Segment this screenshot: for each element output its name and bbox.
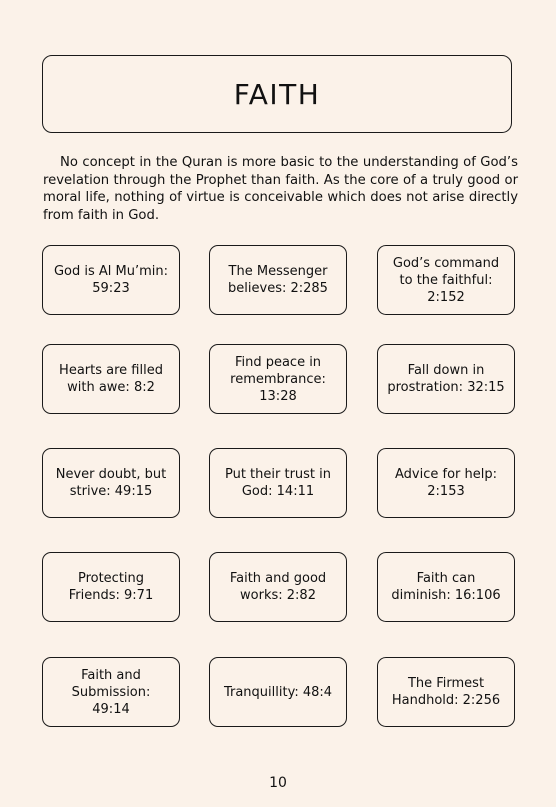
card-faith-and-good-works: Faith and good works: 2:82	[209, 552, 347, 622]
intro-paragraph: No concept in the Quran is more basic to the understanding of God’s revelation through the Prophet than faith. As the core of a truly good or moral life, nothing of virtue is conceivable which does not arise directly from faith in God.	[43, 155, 518, 223]
card-find-peace: Find peace in remembrance: 13:28	[209, 344, 347, 414]
page-title: FAITH	[233, 77, 321, 111]
card-faith-and-submission: Faith and Submission: 49:14	[42, 657, 180, 727]
card-firmest-handhold: The Firmest Handhold: 2:256	[377, 657, 515, 727]
card-gods-command: God’s command to the faithful: 2:152	[377, 245, 515, 315]
card-tranquillity: Tranquillity: 48:4	[209, 657, 347, 727]
card-never-doubt: Never doubt, but strive: 49:15	[42, 448, 180, 518]
card-hearts-filled-with-awe: Hearts are filled with awe: 8:2	[42, 344, 180, 414]
card-faith-can-diminish: Faith can diminish: 16:106	[377, 552, 515, 622]
card-put-their-trust: Put their trust in God: 14:11	[209, 448, 347, 518]
page-number: 10	[269, 775, 287, 791]
card-advice-for-help: Advice for help: 2:153	[377, 448, 515, 518]
title-box	[42, 55, 512, 133]
card-fall-down-in-prostration: Fall down in prostration: 32:15	[377, 344, 515, 414]
card-god-is-al-mumin: God is Al Mu’min: 59:23	[42, 245, 180, 315]
card-protecting-friends: Protecting Friends: 9:71	[42, 552, 180, 622]
card-messenger-believes: The Messenger believes: 2:285	[209, 245, 347, 315]
